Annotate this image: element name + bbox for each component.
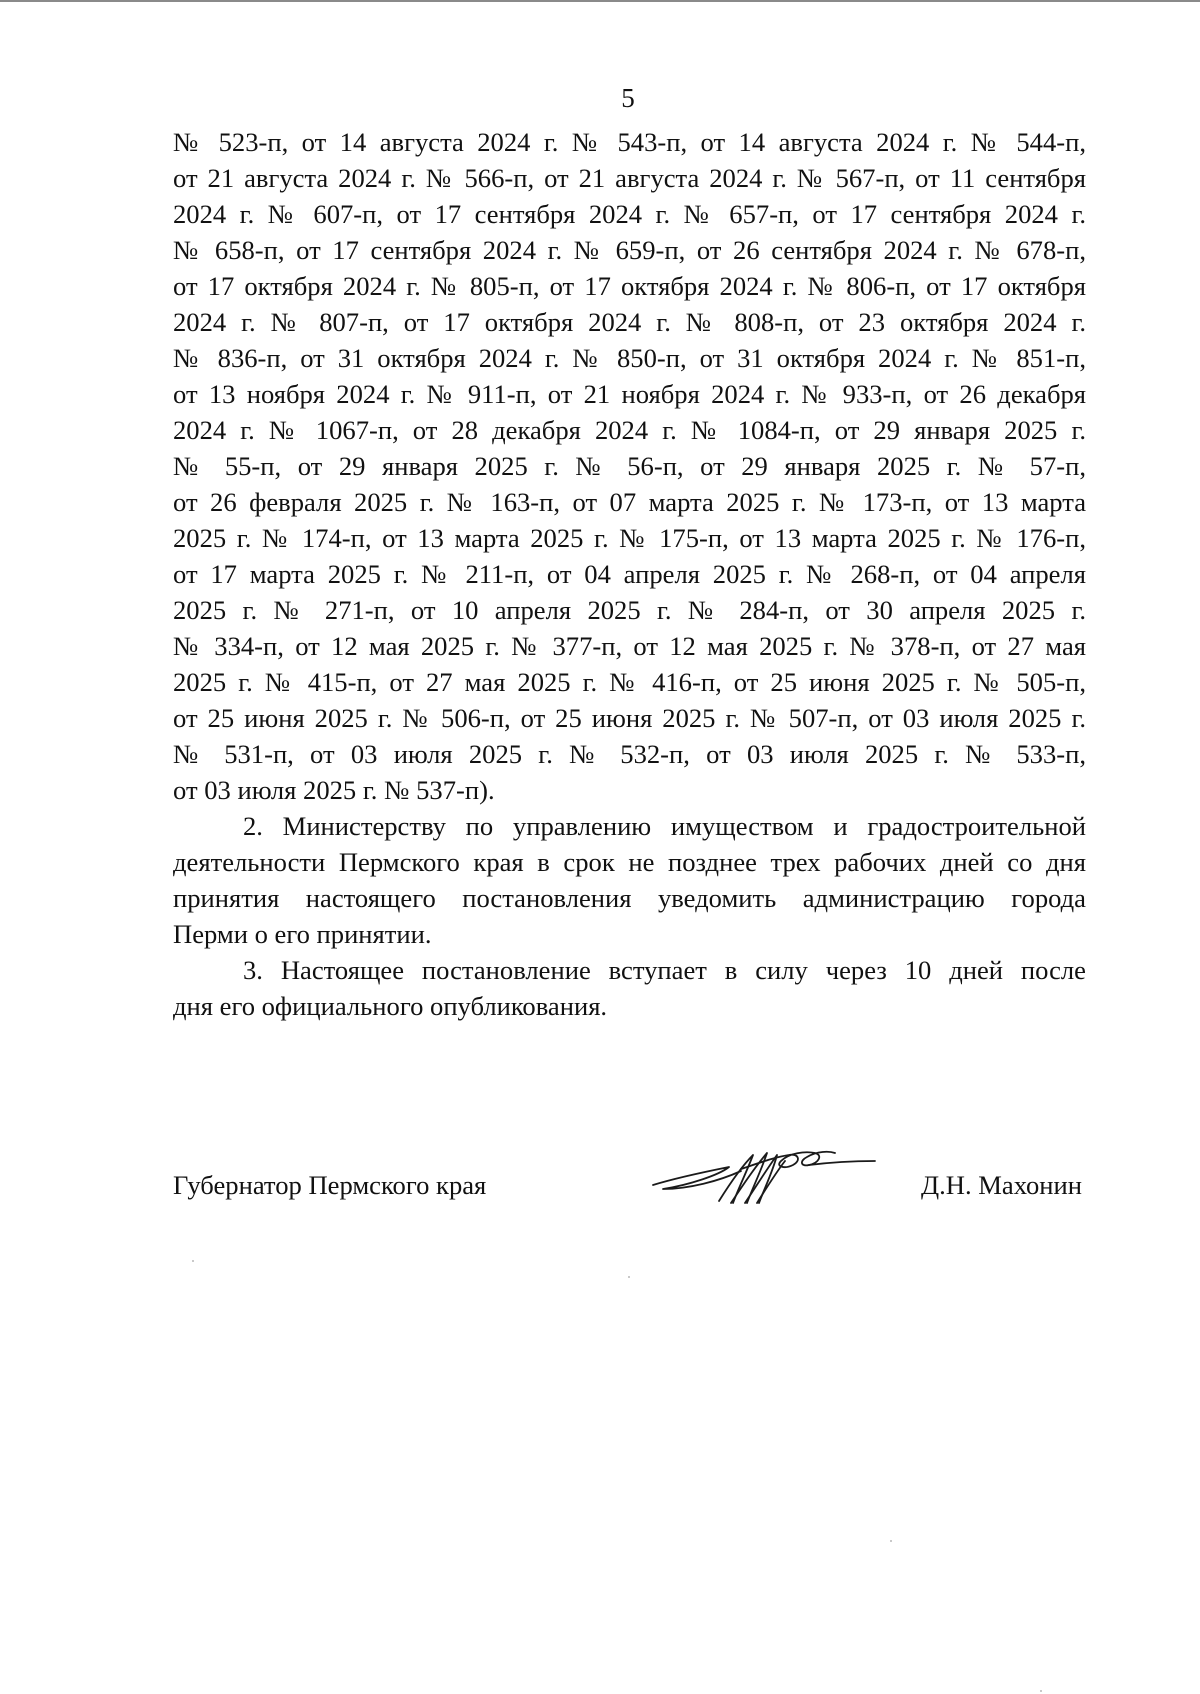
body-line: от 21 августа 2024 г. № 566-п, от 21 августа 2024 г. № 567-п, от 11 сентября <box>173 163 1086 193</box>
signer-position: Губернатор Пермского края <box>173 1170 487 1200</box>
body-line: 2025 г. № 174-п, от 13 марта 2025 г. № 175-п, от 13 марта 2025 г. № 176-п, <box>173 523 1086 553</box>
body-line: от 26 февраля 2025 г. № 163-п, от 07 марта 2025 г. № 173-п, от 13 марта <box>173 487 1086 517</box>
handwritten-signature <box>649 1141 879 1221</box>
paragraph-2-line: 2. Министерству по управлению имуществом и градостроительной <box>243 811 1086 841</box>
body-line: 2024 г. № 1067-п, от 28 декабря 2024 г. № 1084-п, от 29 января 2025 г. <box>173 415 1086 445</box>
scan-speck <box>192 1260 194 1262</box>
body-line: № 658-п, от 17 сентября 2024 г. № 659-п, от 26 сентября 2024 г. № 678-п, <box>173 235 1086 265</box>
body-line: от 17 марта 2025 г. № 211-п, от 04 апреля 2025 г. № 268-п, от 04 апреля <box>173 559 1086 589</box>
body-line: № 523-п, от 14 августа 2024 г. № 543-п, от 14 августа 2024 г. № 544-п, <box>173 127 1086 157</box>
page-number: 5 <box>621 83 635 113</box>
scan-speck <box>628 1276 630 1278</box>
paragraph-2-line: Перми о его принятии. <box>173 919 432 949</box>
paragraph-3-line: дня его официального опубликования. <box>173 991 608 1021</box>
paragraph-2-line: принятия настоящего постановления уведомить администрацию города <box>173 883 1086 913</box>
document-body <box>173 124 1086 1024</box>
scan-edge <box>0 0 1200 2</box>
scan-speck <box>1040 1690 1042 1692</box>
scan-speck <box>890 1540 892 1542</box>
paragraph-2-line: деятельности Пермского края в срок не позднее трех рабочих дней со дня <box>173 847 1086 877</box>
signature-block <box>173 1165 1086 1225</box>
body-line: 2024 г. № 807-п, от 17 октября 2024 г. № 808-п, от 23 октября 2024 г. <box>173 307 1086 337</box>
body-line: от 17 октября 2024 г. № 805-п, от 17 октября 2024 г. № 806-п, от 17 октября <box>173 271 1086 301</box>
body-line: № 334-п, от 12 мая 2025 г. № 377-п, от 12 мая 2025 г. № 378-п, от 27 мая <box>173 631 1086 661</box>
signer-name: Д.Н. Махонин <box>920 1170 1082 1200</box>
body-line: 2025 г. № 415-п, от 27 мая 2025 г. № 416-п, от 25 июня 2025 г. № 505-п, <box>173 667 1086 697</box>
body-line: № 836-п, от 31 октября 2024 г. № 850-п, от 31 октября 2024 г. № 851-п, <box>173 343 1086 373</box>
body-line: от 13 ноября 2024 г. № 911-п, от 21 ноября 2024 г. № 933-п, от 26 декабря <box>173 379 1086 409</box>
body-line: от 25 июня 2025 г. № 506-п, от 25 июня 2025 г. № 507-п, от 03 июля 2025 г. <box>173 703 1086 733</box>
body-line: 2025 г. № 271-п, от 10 апреля 2025 г. № 284-п, от 30 апреля 2025 г. <box>173 595 1086 625</box>
body-line: от 03 июля 2025 г. № 537-п). <box>173 775 495 805</box>
body-line: № 531-п, от 03 июля 2025 г. № 532-п, от 03 июля 2025 г. № 533-п, <box>173 739 1086 769</box>
paragraph-3-line: 3. Настоящее постановление вступает в силу через 10 дней после <box>243 955 1086 985</box>
body-line: № 55-п, от 29 января 2025 г. № 56-п, от 29 января 2025 г. № 57-п, <box>173 451 1086 481</box>
body-line: 2024 г. № 607-п, от 17 сентября 2024 г. № 657-п, от 17 сентября 2024 г. <box>173 199 1086 229</box>
